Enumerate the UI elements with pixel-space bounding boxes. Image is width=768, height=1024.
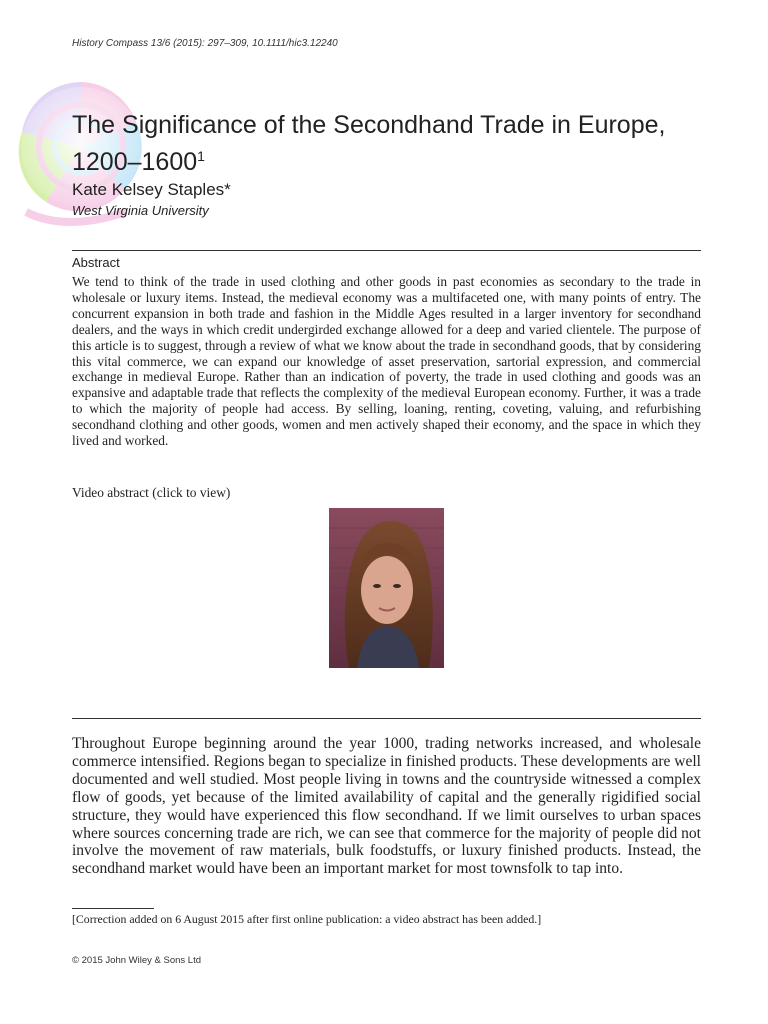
author-name: Kate Kelsey Staples* <box>72 180 231 199</box>
abstract-heading: Abstract <box>72 255 120 270</box>
section-divider-top <box>72 250 701 251</box>
section-divider-bottom <box>72 718 701 719</box>
copyright-notice: © 2015 John Wiley & Sons Ltd <box>72 955 201 966</box>
footnote-divider <box>72 908 154 909</box>
body-paragraph: Throughout Europe beginning around the year 1000, trading networks increased, and wholesale commerce intensified. Regions began to specialize in finished products. These developments are well documented and well studied. Most people living in towns and the countryside witnessed a complex flow of goods, yet because of the limited availability of capital and the generally rigidified social structure, they would have experienced this flow secondhand. If we limit ourselves to urban spaces where sources concerning trade are rich, we can see that commerce for the majority of people did not involve the movement of raw materials, bulk foodstuffs, or luxury finished products. Instead, the secondhand market would have been an important market for most townsfolk to tap into. <box>72 735 701 878</box>
title-footnote-mark[interactable]: 1 <box>197 148 205 164</box>
article-title-text: The Significance of the Secondhand Trade in Europe, 1200–1600 <box>72 111 666 176</box>
video-abstract-thumbnail[interactable] <box>329 508 444 668</box>
correction-footnote: [Correction added on 6 August 2015 after first online publication: a video abstract has been added.] <box>72 912 542 926</box>
article-title <box>72 110 692 178</box>
abstract-text: We tend to think of the trade in used clothing and other goods in past economies as secondary to the trade in wholesale or luxury items. Instead, the medieval economy was a multifaceted one, with many points of entry. The concurrent expansion in both trade and fashion in the Middle Ages resulted in a larger inventory for secondhand dealers, and the ways in which credit undergirded exchange allowed for a deep and varied clientele. The purpose of this article is to suggest, through a review of what we know about the trade in secondhand goods, that by considering this vital commerce, we can expand our knowledge of asset preservation, sartorial expression, and commercial exchange in medieval Europe. Rather than an indication of poverty, the trade in used clothing and goods was an expansive and adaptable trade that reflects the complexity of the medieval European economy. Further, it was a trade to which the majority of people had access. By selling, loaning, renting, coveting, valuing, and refurbishing secondhand clothing and other goods, women and men actively shaped their economy, and the space in which they lived and worked. <box>72 274 701 449</box>
journal-reference: History Compass 13/6 (2015): 297–309, 10.1111/hic3.12240 <box>72 38 338 49</box>
video-abstract-link[interactable]: Video abstract (click to view) <box>72 485 231 500</box>
author-affiliation: West Virginia University <box>72 203 209 218</box>
